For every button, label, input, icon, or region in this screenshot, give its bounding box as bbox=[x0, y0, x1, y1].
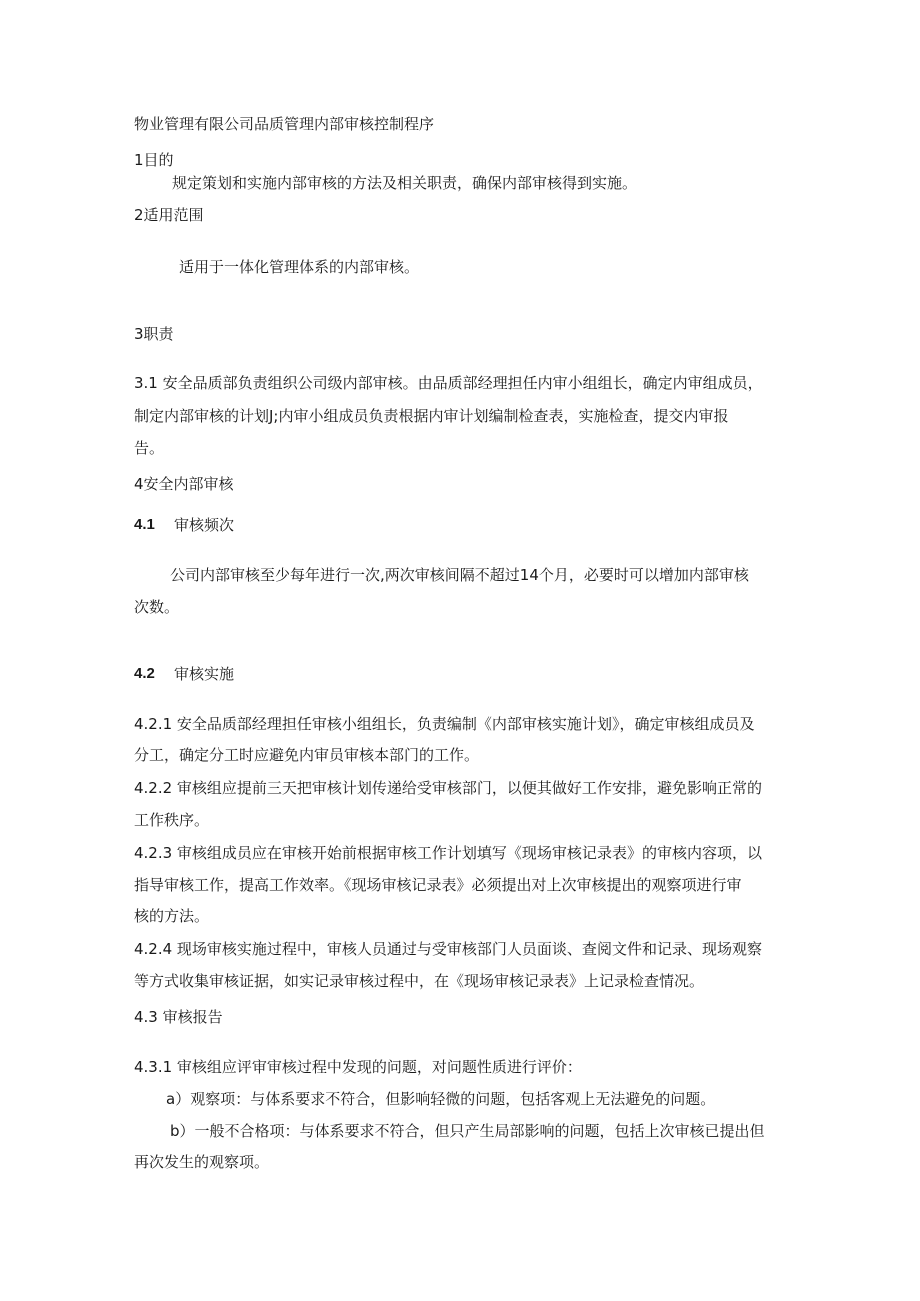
section-3-1-line-3: 告。 bbox=[134, 439, 165, 457]
item-b-line-1: b）一般不合格项：与体系要求不符合，但只产生局部影响的问题，包括上次审核已提出但 bbox=[170, 1122, 765, 1140]
para-4-2-2-line-1: 4.2.2 审核组应提前三天把审核计划传递给受审核部门，以便其做好工作安排，避免影响正常的 bbox=[134, 779, 762, 797]
section-2-heading: 2适用范围 bbox=[134, 206, 204, 224]
section-4-1-title: 审核频次 bbox=[174, 516, 235, 534]
section-3-1-line-2: 制定内部审核的计划J;内审小组成员负责根据内审计划编制检查表，实施检查，提交内审报 bbox=[134, 407, 729, 425]
section-4-1-body-line-2: 次数。 bbox=[134, 598, 180, 616]
section-3-heading: 3职责 bbox=[134, 325, 174, 343]
section-4-heading: 4安全内部审核 bbox=[134, 475, 234, 493]
para-4-2-1-line-1: 4.2.1 安全品质部经理担任审核小组组长，负责编制《内部审核实施计划》，确定审核组成员及 bbox=[134, 715, 755, 733]
section-3-1-line-1: 3.1 安全品质部负责组织公司级内部审核。由品质部经理担任内审小组组长，确定内审组成员， bbox=[134, 374, 763, 392]
section-4-3-heading: 4.3 审核报告 bbox=[134, 1008, 223, 1026]
para-4-2-4-line-2: 等方式收集审核证据，如实记录审核过程中，在《现场审核记录表》上记录检查情况。 bbox=[134, 972, 705, 990]
section-4-2-number: 4.2 bbox=[134, 665, 155, 682]
item-a: a）观察项：与体系要求不符合，但影响轻微的问题，包括客观上无法避免的问题。 bbox=[166, 1090, 716, 1108]
para-4-2-3-line-3: 核的方法。 bbox=[134, 907, 210, 925]
item-b-line-2: 再次发生的观察项。 bbox=[134, 1153, 270, 1171]
section-1-heading: 1目的 bbox=[134, 151, 174, 169]
section-2-body: 适用于一体化管理体系的内部审核。 bbox=[179, 258, 420, 276]
section-1-body: 规定策划和实施内部审核的方法及相关职责，确保内部审核得到实施。 bbox=[172, 174, 638, 192]
section-4-1-body-line-1: 公司内部审核至少每年进行一次,两次审核间隔不超过14个月，必要时可以增加内部审核 bbox=[170, 566, 749, 584]
para-4-2-2-line-2: 工作秩序。 bbox=[134, 811, 210, 829]
section-4-2-title: 审核实施 bbox=[174, 665, 235, 683]
para-4-3-1: 4.3.1 审核组应评审审核过程中发现的问题，对问题性质进行评价： bbox=[134, 1058, 582, 1076]
para-4-2-3-line-1: 4.2.3 审核组成员应在审核开始前根据审核工作计划填写《现场审核记录表》的审核内容项，以 bbox=[134, 844, 762, 862]
para-4-2-1-line-2: 分工，确定分工时应避免内审员审核本部门的工作。 bbox=[134, 746, 480, 764]
para-4-2-3-line-2: 指导审核工作，提高工作效率。《现场审核记录表》必须提出对上次审核提出的观察项进行审 bbox=[134, 876, 742, 894]
document-title: 物业管理有限公司品质管理内部审核控制程序 bbox=[134, 115, 435, 133]
para-4-2-4-line-1: 4.2.4 现场审核实施过程中，审核人员通过与受审核部门人员面谈、查阅文件和记录、现场观察 bbox=[134, 940, 762, 958]
section-4-1-number: 4.1 bbox=[134, 516, 155, 533]
